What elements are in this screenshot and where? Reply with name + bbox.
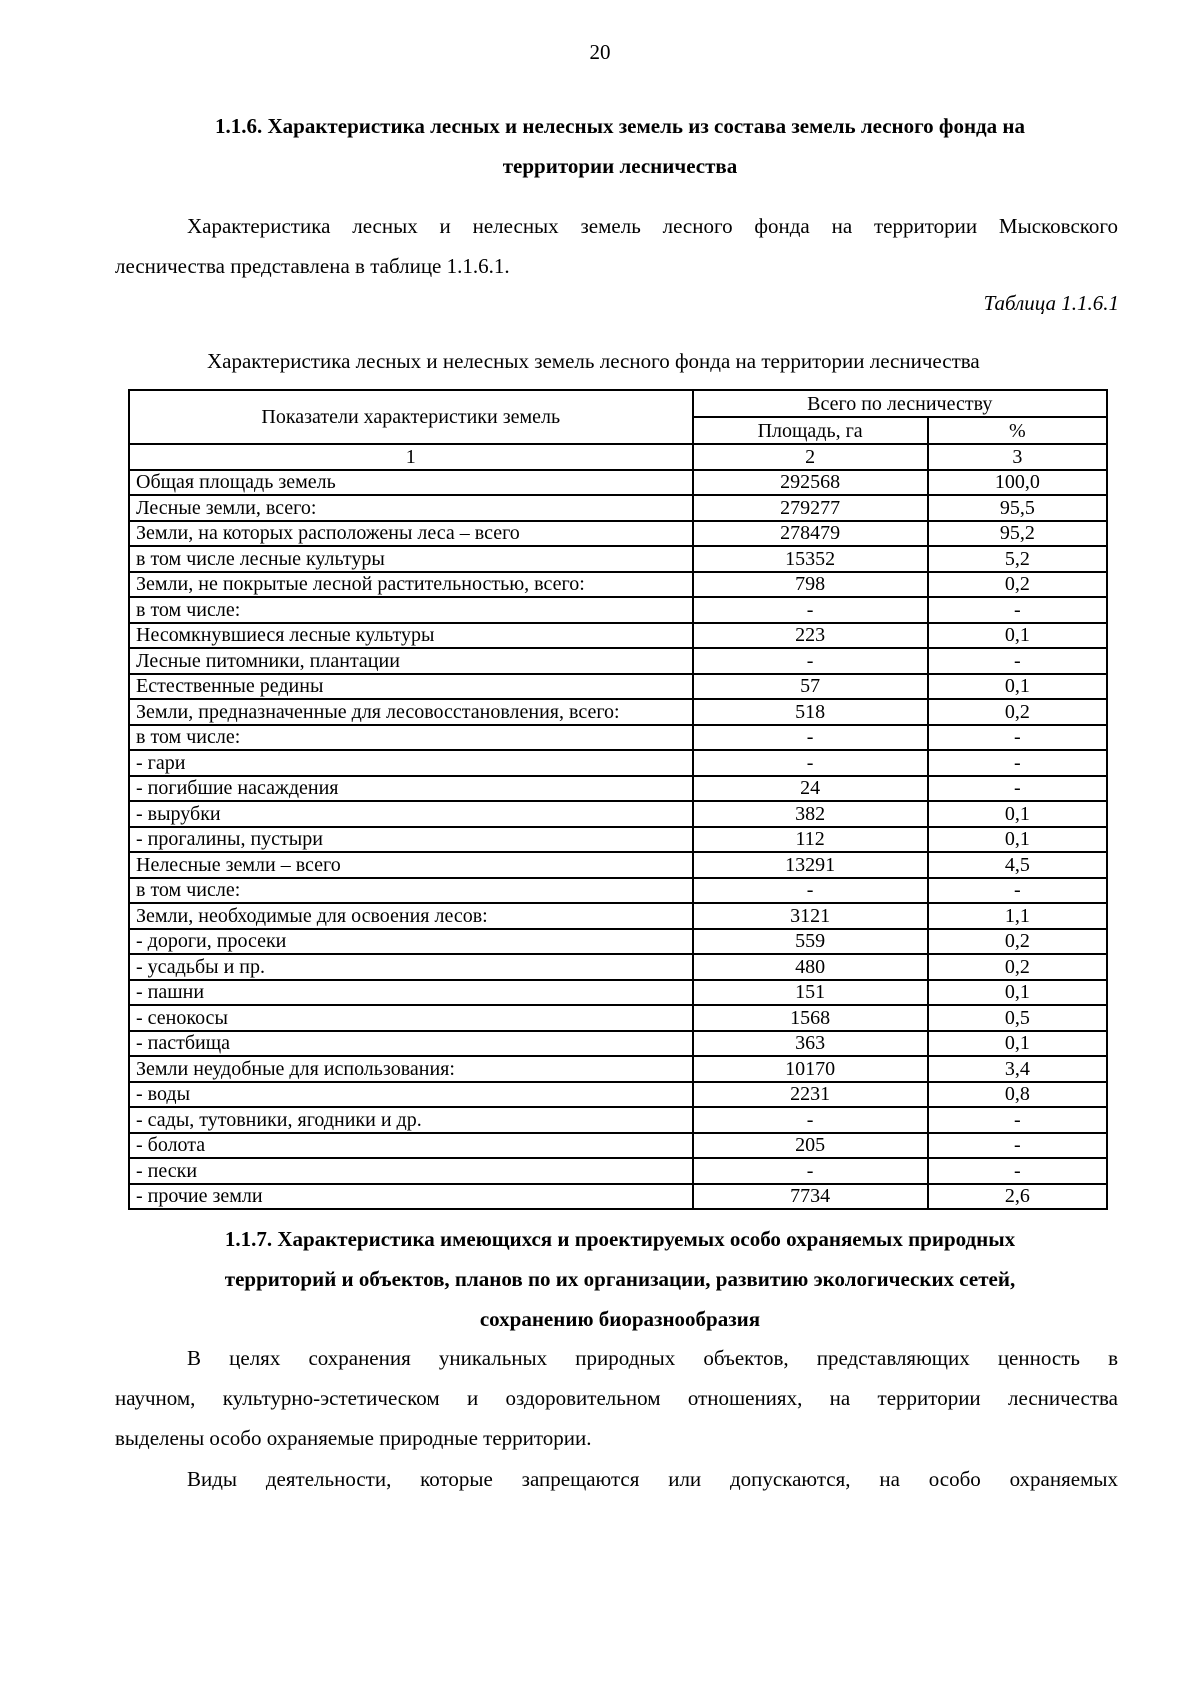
row-label-cell: - болота [129, 1133, 693, 1159]
row-percent-cell: 0,1 [928, 674, 1107, 700]
row-percent-cell: 0,1 [928, 623, 1107, 649]
row-percent-cell: - [928, 1107, 1107, 1133]
row-label-cell: Лесные земли, всего: [129, 495, 693, 521]
paragraph-line: Виды деятельности, которые запрещаются или допускаются, на особо охраняемых [187, 1467, 1118, 1491]
table-row [129, 597, 1107, 623]
paragraph-line: выделены особо охраняемые природные территории. [115, 1426, 592, 1450]
table-row [129, 801, 1107, 827]
table-row [129, 954, 1107, 980]
table-row [129, 648, 1107, 674]
row-percent-cell: 0,2 [928, 954, 1107, 980]
row-area-cell: - [693, 597, 928, 623]
row-label-cell: Нелесные земли – всего [129, 852, 693, 878]
row-percent-cell: 0,1 [928, 1031, 1107, 1057]
column-number: 3 [928, 444, 1107, 470]
table-row [129, 546, 1107, 572]
row-area-cell: 2231 [693, 1082, 928, 1108]
row-percent-cell: 100,0 [928, 470, 1107, 496]
column-number-row [129, 444, 1107, 470]
table-row [129, 725, 1107, 751]
row-label-cell: в том числе: [129, 725, 693, 751]
row-area-cell: 278479 [693, 521, 928, 547]
page-number: 20 [589, 40, 611, 64]
table-body [129, 390, 1107, 1209]
table-row [129, 470, 1107, 496]
heading-line: территорий и объектов, планов по их организации, развитию экологических сетей, [224, 1267, 1016, 1291]
table-row [129, 1158, 1107, 1184]
table-row [129, 1031, 1107, 1057]
row-percent-cell: - [928, 1133, 1107, 1159]
row-percent-cell: - [928, 878, 1107, 904]
table-row [129, 776, 1107, 802]
row-area-cell: 7734 [693, 1184, 928, 1210]
row-label-cell: Земли, предназначенные для лесовосстановления, всего: [129, 699, 693, 725]
row-label-cell: - сенокосы [129, 1005, 693, 1031]
row-percent-cell: - [928, 648, 1107, 674]
row-area-cell: 10170 [693, 1056, 928, 1082]
row-label-cell: Земли, необходимые для освоения лесов: [129, 903, 693, 929]
row-area-cell: 205 [693, 1133, 928, 1159]
table-row [129, 827, 1107, 853]
row-label-cell: Земли неудобные для использования: [129, 1056, 693, 1082]
row-area-cell: 798 [693, 572, 928, 598]
row-area-cell: - [693, 648, 928, 674]
table-row [129, 623, 1107, 649]
table-row [129, 1005, 1107, 1031]
row-label-cell: в том числе лесные культуры [129, 546, 693, 572]
heading-line: 1.1.7. Характеристика имеющихся и проектируемых особо охраняемых природных [224, 1227, 1016, 1251]
row-area-cell: - [693, 1107, 928, 1133]
row-percent-cell: 3,4 [928, 1056, 1107, 1082]
row-label-cell: Несомкнувшиеся лесные культуры [129, 623, 693, 649]
row-percent-cell: 5,2 [928, 546, 1107, 572]
table-row [129, 1082, 1107, 1108]
row-label-cell: - прогалины, пустыри [129, 827, 693, 853]
table-row [129, 750, 1107, 776]
row-label-cell: в том числе: [129, 597, 693, 623]
row-area-cell: 112 [693, 827, 928, 853]
row-area-cell: - [693, 750, 928, 776]
header-percent: % [928, 417, 1107, 444]
row-percent-cell: - [928, 725, 1107, 751]
row-percent-cell: 0,8 [928, 1082, 1107, 1108]
row-area-cell: - [693, 725, 928, 751]
row-label-cell: - пески [129, 1158, 693, 1184]
row-percent-cell: - [928, 1158, 1107, 1184]
row-area-cell: 151 [693, 980, 928, 1006]
row-percent-cell: 0,1 [928, 801, 1107, 827]
table-row [129, 1107, 1107, 1133]
row-label-cell: Земли, не покрытые лесной растительностью, всего: [129, 572, 693, 598]
row-label-cell: - пашни [129, 980, 693, 1006]
table-row [129, 878, 1107, 904]
row-percent-cell: 0,2 [928, 572, 1107, 598]
table-row [129, 1184, 1107, 1210]
row-percent-cell: 1,1 [928, 903, 1107, 929]
row-area-cell: 559 [693, 929, 928, 955]
row-label-cell: - гари [129, 750, 693, 776]
row-area-cell: 15352 [693, 546, 928, 572]
row-percent-cell: 4,5 [928, 852, 1107, 878]
table-row [129, 495, 1107, 521]
row-percent-cell: 0,1 [928, 827, 1107, 853]
row-percent-cell: 0,1 [928, 980, 1107, 1006]
table-row [129, 1133, 1107, 1159]
row-area-cell: 279277 [693, 495, 928, 521]
row-percent-cell: 95,2 [928, 521, 1107, 547]
table-row [129, 521, 1107, 547]
row-label-cell: - дороги, просеки [129, 929, 693, 955]
row-label-cell: - прочие земли [129, 1184, 693, 1210]
table-row [129, 572, 1107, 598]
table-row [129, 852, 1107, 878]
row-area-cell: 57 [693, 674, 928, 700]
table-row [129, 674, 1107, 700]
row-label-cell: Общая площадь земель [129, 470, 693, 496]
row-label-cell: - погибшие насаждения [129, 776, 693, 802]
row-area-cell: 480 [693, 954, 928, 980]
row-percent-cell: 0,2 [928, 699, 1107, 725]
intro-paragraph [115, 206, 1118, 286]
heading-line: сохранению биоразнообразия [479, 1307, 761, 1331]
row-area-cell: 13291 [693, 852, 928, 878]
row-area-cell: 3121 [693, 903, 928, 929]
oopt-paragraph [115, 1338, 1118, 1458]
land-characteristics-table [128, 389, 1108, 1210]
paragraph-line: В целях сохранения уникальных природных объектов, представляющих ценность в [187, 1346, 1118, 1370]
column-number: 2 [693, 444, 928, 470]
row-area-cell: 1568 [693, 1005, 928, 1031]
header-area: Площадь, га [693, 417, 928, 444]
row-label-cell: Естественные редины [129, 674, 693, 700]
row-area-cell: 292568 [693, 470, 928, 496]
row-percent-cell: 0,2 [928, 929, 1107, 955]
table-row [129, 980, 1107, 1006]
row-percent-cell: 0,5 [928, 1005, 1107, 1031]
section-heading-1-1-6 [120, 106, 1120, 186]
row-percent-cell: 95,5 [928, 495, 1107, 521]
activities-paragraph [115, 1459, 1118, 1499]
row-percent-cell: - [928, 597, 1107, 623]
row-label-cell: Лесные питомники, плантации [129, 648, 693, 674]
row-area-cell: 223 [693, 623, 928, 649]
table-row [129, 1056, 1107, 1082]
row-area-cell: - [693, 1158, 928, 1184]
header-indicators: Показатели характеристики земель [129, 390, 693, 444]
row-label-cell: в том числе: [129, 878, 693, 904]
row-label-cell: - воды [129, 1082, 693, 1108]
heading-line: территории лесничества [502, 154, 738, 178]
header-total-group: Всего по лесничеству [693, 390, 1107, 417]
row-percent-cell: - [928, 776, 1107, 802]
row-area-cell: - [693, 878, 928, 904]
table-header-row [129, 390, 1107, 417]
section-heading-1-1-7 [120, 1219, 1120, 1339]
row-label-cell: - вырубки [129, 801, 693, 827]
paragraph-line: Характеристика лесных и нелесных земель лесного фонда на территории Мысковского [187, 214, 1118, 238]
row-area-cell: 24 [693, 776, 928, 802]
row-area-cell: 518 [693, 699, 928, 725]
row-label-cell: - пастбища [129, 1031, 693, 1057]
table-caption: Характеристика лесных и нелесных земель лесного фонда на территории лесничества [207, 349, 980, 373]
table-label: Таблица 1.1.6.1 [983, 291, 1119, 315]
row-label-cell: - усадьбы и пр. [129, 954, 693, 980]
row-label-cell: Земли, на которых расположены леса – всего [129, 521, 693, 547]
row-label-cell: - сады, тутовники, ягодники и др. [129, 1107, 693, 1133]
row-area-cell: 363 [693, 1031, 928, 1057]
row-area-cell: 382 [693, 801, 928, 827]
column-number: 1 [129, 444, 693, 470]
row-percent-cell: - [928, 750, 1107, 776]
heading-line: 1.1.6. Характеристика лесных и нелесных земель из состава земель лесного фонда на [214, 114, 1026, 138]
table-row [129, 903, 1107, 929]
table-row [129, 929, 1107, 955]
paragraph-line: научном, культурно-эстетическом и оздоровительном отношениях, на территории лесничества [115, 1386, 1118, 1410]
row-percent-cell: 2,6 [928, 1184, 1107, 1210]
table-row [129, 699, 1107, 725]
paragraph-line: лесничества представлена в таблице 1.1.6.1. [115, 254, 510, 278]
